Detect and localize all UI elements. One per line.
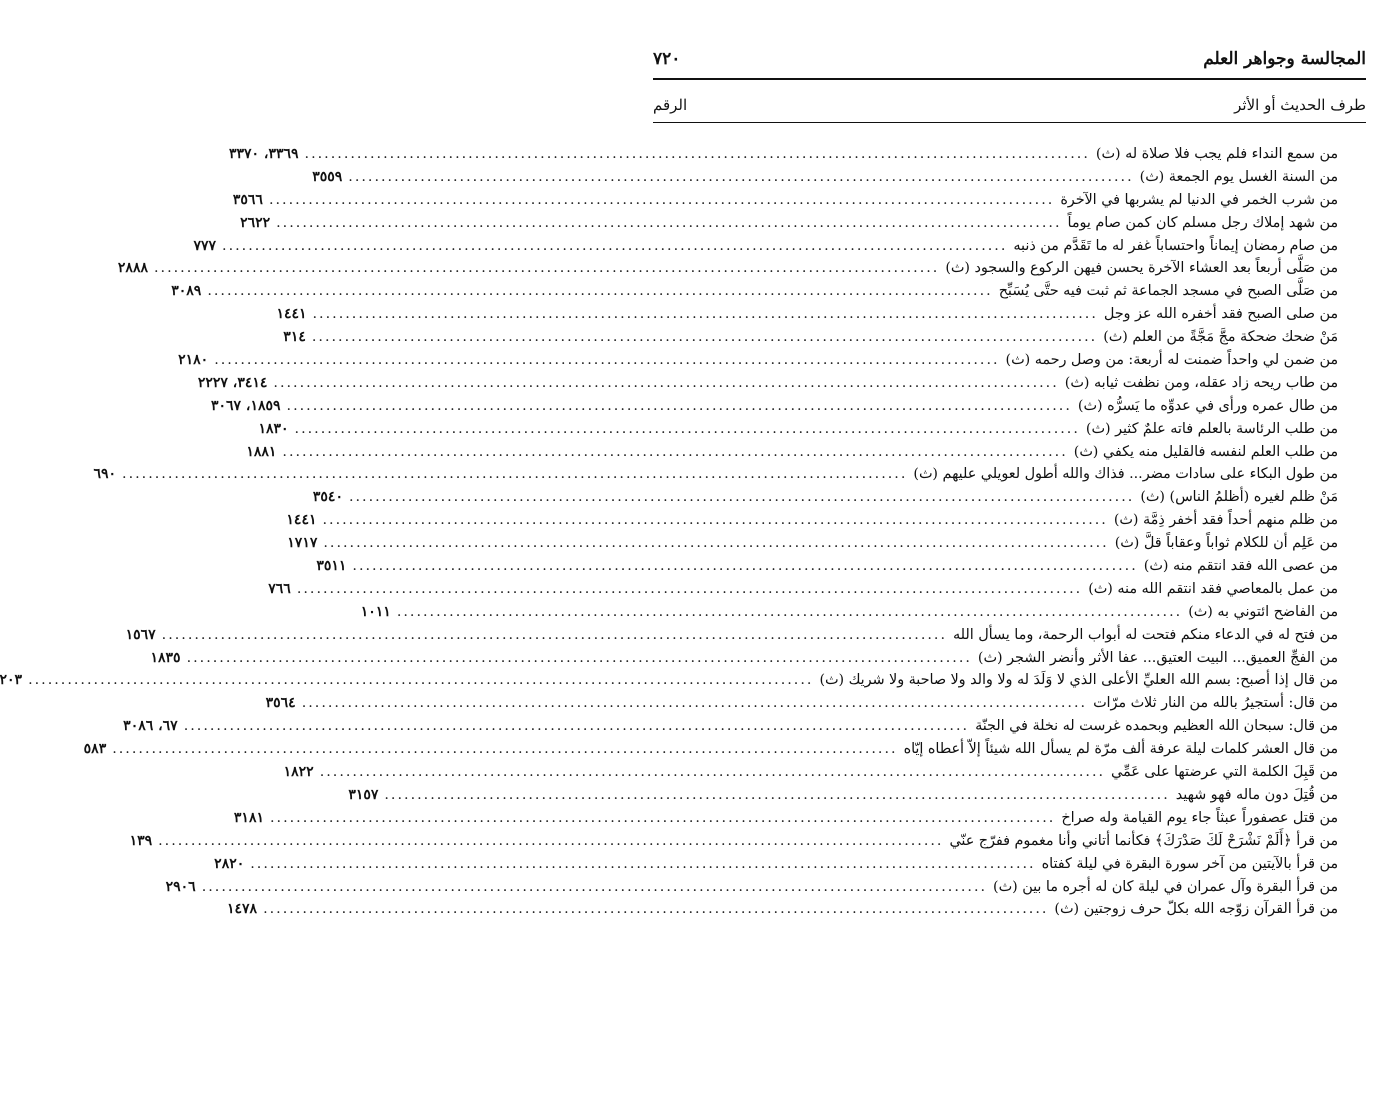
leader-dots: ........................................................................................................................ [348,489,1135,506]
entry-reference-number: ١٤٧٨ [226,901,258,918]
index-entry [276,303,1338,326]
index-entry [93,463,1338,486]
index-entry [123,715,1338,738]
leader-dots: ........................................................................................................................ [186,649,972,666]
leader-dots: ........................................................................................................................ [384,786,1170,803]
index-list [0,143,1338,921]
entry-text: من ضمن لي واحداً ضمنت له أربعة: من وصل رحمه (ث) [1005,352,1338,369]
entry-text: من قال العشر كلمات ليلة عرفة ألف مرّة لم يسأل الله شيئاً إلاّ أعطاه إيّاه [903,741,1338,758]
entry-reference-number: ٣٥٦٦ [232,191,263,208]
leader-dots: ........................................................................................................................ [312,306,1098,323]
entry-text: من ظلم منهم أحداً فقد أخفر ذِمَّة (ث) [1113,512,1338,529]
entry-reference-number: ٣٥٦٤ [265,695,296,712]
index-entry [268,578,1338,601]
entry-reference-number: ٣٤١٤، ٢٢٢٧ [197,374,268,391]
index-entry [210,395,1338,418]
leader-dots: ........................................................................................................................ [282,443,1068,460]
entry-reference-number: ١٨٢٢ [283,764,314,781]
index-entry [283,761,1338,784]
entry-text: من قرأ البقرة وآل عمران في ليلة كان له أجره ما بين (ث) [993,878,1338,895]
leader-dots: ........................................................................................................................ [112,741,898,758]
leader-dots: ........................................................................................................................ [296,580,1083,597]
entry-text: من عمل بالمعاصي فقد انتقم الله منه (ث) [1088,580,1338,597]
entry-reference-number: ٢١٨٠ [178,352,209,369]
leader-dots: ........................................................................................................................ [323,535,1109,552]
entry-text: من قال إذا أصبح: بسم الله العليِّ الأعلى الذي لا وَلَدَ له ولا والد ولا صاحبة ولا شريك (ث) [819,672,1338,689]
entry-reference-number: ٢٨٢٠ [214,855,245,872]
index-entry [240,212,1338,235]
entry-reference-number: ٣٥١١ [316,558,347,575]
leader-dots: ........................................................................................................................ [183,718,970,735]
entry-reference-number: ١٨٣٥ [150,649,181,666]
leader-dots: ........................................................................................................................ [153,260,940,277]
index-entry [312,486,1338,509]
index-entry [287,532,1338,555]
entry-reference-number: ٧٦٦ [268,580,291,597]
leader-dots: ........................................................................................................................ [28,672,814,689]
entry-text: من عصى الله فقد انتقم منه (ث) [1143,558,1338,575]
leader-dots: ........................................................................................................................ [222,237,1008,254]
entry-reference-number: ٣٠٨٩ [171,283,202,300]
entry-text: من طول البكاء على سادات مضر... فذاك والله أطول لعويلي عليهم (ث) [913,466,1338,483]
entry-reference-number: ٣٣٦٩، ٣٣٧٠ [228,146,299,162]
index-entry [214,853,1338,876]
leader-dots: ........................................................................................................................ [273,374,1059,391]
index-entry [283,326,1338,349]
entry-text: من الفاضح ائتوني به (ث) [1188,603,1338,620]
leader-dots: ........................................................................................................................ [161,626,948,643]
column-headers-rule [653,122,1366,123]
index-entry [150,647,1338,670]
index-entry [233,807,1338,830]
leader-dots: ........................................................................................................................ [322,512,1108,529]
leader-dots: ........................................................................................................................ [304,146,1090,162]
entry-text: من طاب ريحه زاد عقله، ومن نظفت ثيابه (ث) [1064,374,1338,391]
entry-reference-number: ٧٧٧ [193,237,217,254]
leader-dots: ........................................................................................................................ [311,329,1098,346]
header-rule [653,78,1366,80]
index-entry [193,235,1338,258]
leader-dots: ........................................................................................................................ [348,168,1134,185]
leader-dots: ........................................................................................................................ [269,809,1056,826]
leader-dots: ........................................................................................................................ [214,352,1000,369]
entry-text: من صام رمضان إيماناً واحتساباً غفر له ما تَقَدَّم من ذنبه [1013,237,1338,254]
entry-reference-number: ١٤٤١ [286,512,317,529]
leader-dots: ........................................................................................................................ [301,695,1088,712]
entry-text: من قرأ بالآيتين من آخر سورة البقرة في ليلة كفتاه [1041,855,1338,872]
entry-text: من قَبِلَ الكلمة التي عرضتها على عَمِّي [1111,764,1338,781]
entry-reference-number: ١٨٣٠ [258,420,289,437]
index-entry [125,624,1338,647]
entry-reference-number: ٣٥٥٩ [312,168,343,185]
leader-dots: ........................................................................................................................ [276,214,1062,231]
entry-text: من قال: أستجيرُ بالله من النار ثلاث مرّات [1093,695,1338,712]
index-entry [228,143,1338,166]
entry-text: من طلب الرئاسة بالعلم فاته علمٌ كثير (ث) [1085,420,1338,437]
page-number: ٧٢٠ [653,49,681,69]
leader-dots: ........................................................................................................................ [263,901,1049,918]
index-entry [129,830,1338,853]
index-entry [265,692,1338,715]
entry-text: من فتح له في الدعاء منكم فتحت له أبواب الرحمة، وما يسأل الله [953,626,1338,643]
index-entry [83,738,1338,761]
entry-reference-number: ٣٥٤٠ [312,489,343,506]
entry-text: من قال: سبحان الله العظيم وبحمده غرست له نخلة في الجنّة [975,718,1338,735]
column-header-hadith: طرف الحديث أو الأثر [1234,96,1366,114]
leader-dots: ........................................................................................................................ [250,855,1036,872]
entry-text: مَنْ ضحك ضحكة مجَّ مَجَّةً من العلم (ث) [1103,329,1338,346]
entry-reference-number: ٢٦٢٢ [240,214,271,231]
entry-reference-number: ١٥٦٧ [125,626,156,643]
entry-text: من قرأ ﴿أَلَمْ نَشْرَحْ لَكَ صَدْرَكَ﴾ فكأنما أتاني وأنا مغموم ففرّج عنّي [949,832,1338,849]
index-entry [0,669,1338,692]
index-entry [117,257,1338,280]
entry-text: من طال عمره ورأى في عدوِّه ما يَسرُّه (ث) [1077,397,1338,414]
leader-dots: ........................................................................................................................ [122,466,908,483]
index-entry [171,280,1338,303]
leader-dots: ........................................................................................................................ [294,420,1080,437]
entry-text: من عَلِم أن للكلام ثواباً وعقاباً قلَّ (ث) [1114,535,1338,552]
entry-reference-number: ٢٠٣ [0,672,23,689]
entry-reference-number: ١٧١٧ [287,535,318,552]
leader-dots: ........................................................................................................................ [158,832,944,849]
book-title: المجالسة وجواهر العلم [1203,49,1366,69]
index-entry [286,509,1338,532]
entry-text: من قتل عصفوراً عبثاً جاء يوم القيامة وله صراخ [1061,809,1338,826]
index-entry [178,349,1338,372]
entry-reference-number: ٦٩٠ [93,466,117,483]
index-entry [316,555,1338,578]
leader-dots: ........................................................................................................................ [268,191,1055,208]
entry-reference-number: ٣١٥٧ [348,786,379,803]
entry-reference-number: ١٨٨١ [246,443,277,460]
entry-reference-number: ١٠١١ [360,603,391,620]
index-entry [232,189,1338,212]
entry-reference-number: ١٨٥٩، ٣٠٦٧ [210,397,281,414]
entry-reference-number: ١٤٤١ [276,306,307,323]
entry-text: من شهد إملاك رجل مسلم كان كمن صام يوماً [1067,214,1338,231]
entry-text: من قُتِلَ دون ماله فهو شهيد [1175,786,1338,803]
entry-text: من الفجِّ العميق... البيت العتيق... عفا الأثر وأنضر الشجر (ث) [977,649,1338,666]
leader-dots: ........................................................................................................................ [352,558,1138,575]
entry-reference-number: ٢٩٠٦ [165,878,196,895]
index-entry [258,418,1338,441]
leader-dots: ........................................................................................................................ [396,603,1183,620]
entry-text: من السنة الغسل يوم الجمعة (ث) [1139,168,1338,185]
entry-reference-number: ٥٨٣ [83,741,107,758]
leader-dots: ........................................................................................................................ [286,397,1072,414]
entry-reference-number: ٣١٨١ [233,809,264,826]
entry-text: من صَلَّى أربعاً بعد العشاء الآخرة يحسن فيهن الركوع والسجود (ث) [945,260,1338,277]
entry-text: من صلى الصبح فقد أخفره الله عز وجل [1103,306,1338,323]
leader-dots: ........................................................................................................................ [319,764,1106,781]
page-header [653,44,1366,74]
entry-reference-number: ٢٨٨٨ [117,260,148,277]
index-entry [360,601,1338,624]
index-entry [312,166,1338,189]
index-entry [226,898,1338,921]
leader-dots: ........................................................................................................................ [207,283,993,300]
index-entry [197,372,1338,395]
index-entry [246,441,1338,464]
leader-dots: ........................................................................................................................ [201,878,988,895]
column-headers [653,93,1366,117]
entry-reference-number: ١٣٩ [129,832,153,849]
entry-text: من سمع النداء فلم يجب فلا صلاة له (ث) [1095,146,1338,162]
entry-reference-number: ٦٧، ٣٠٨٦ [123,718,178,735]
entry-text: من شرب الخمر في الدنيا لم يشربها في الآخرة [1060,191,1338,208]
column-header-number: الرقم [653,96,688,114]
entry-text: من قرأ القرآن زوّجه الله بكلّ حرف زوجتين (ث) [1054,901,1338,918]
index-entry [348,784,1338,807]
entry-text: من صَلَّى الصبح في مسجد الجماعة ثم ثبت فيه حتَّى يُسَبِّح [998,283,1338,300]
entry-text: من طلب العلم لنفسه فالقليل منه يكفي (ث) [1073,443,1338,460]
index-entry [165,876,1338,899]
entry-reference-number: ٣١٤ [283,329,306,346]
entry-text: مَنْ ظلم لغيره (أظلمُ الناس) (ث) [1140,489,1338,506]
